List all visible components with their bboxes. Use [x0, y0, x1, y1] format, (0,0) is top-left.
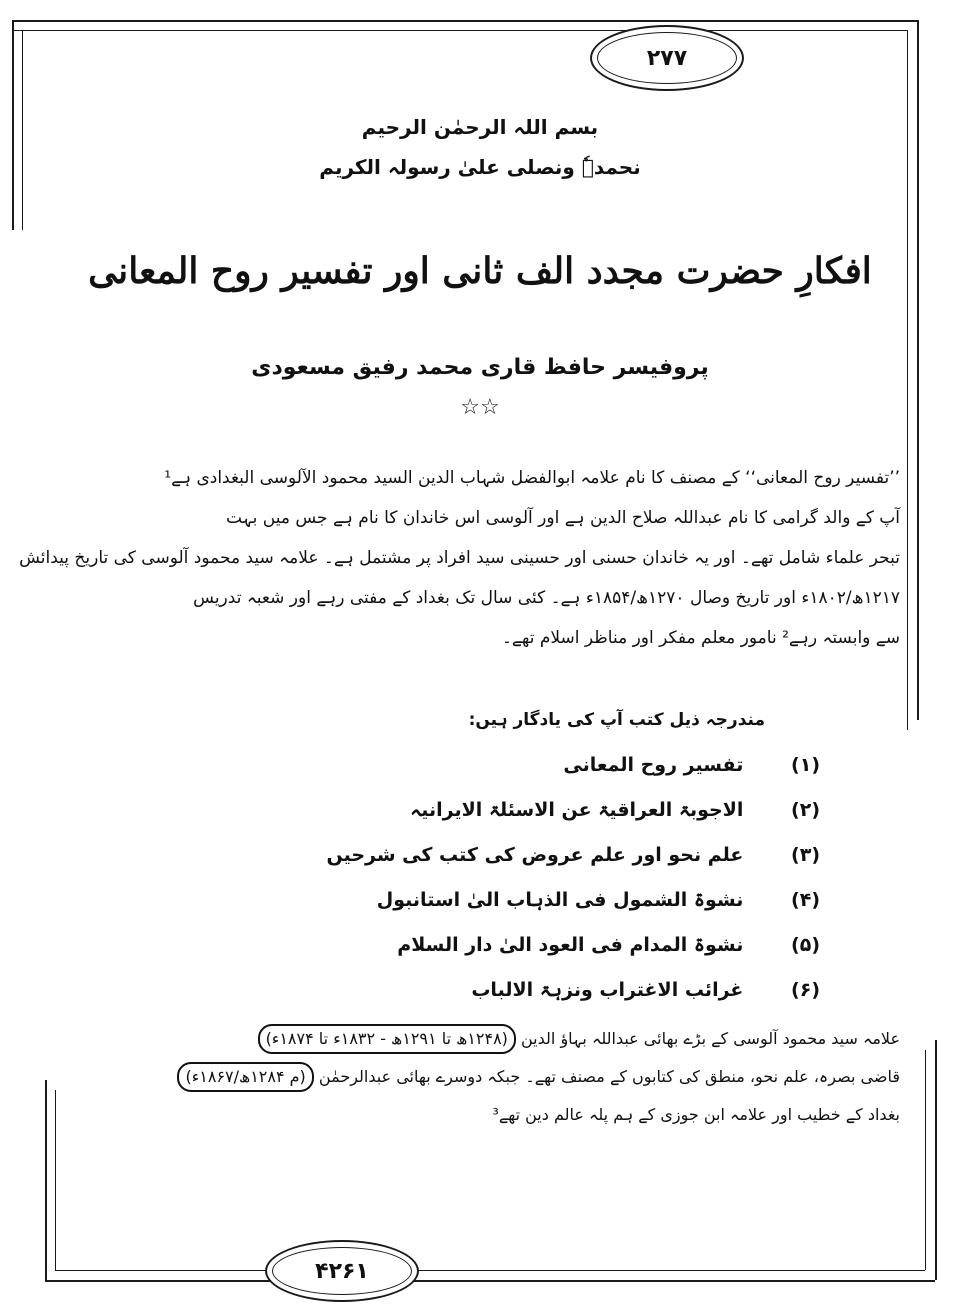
list-item — [410, 790, 820, 830]
frame-top-inner — [12, 30, 907, 31]
closing-paragraph — [40, 1020, 900, 1134]
frame-br-inner — [925, 1050, 926, 1270]
book-title: الاجوبۃ العراقیۃ عن الاسئلۃ الایرانیہ — [410, 799, 744, 821]
date-box: (م ۱۲۸۴ھ/۱۸۶۷ء) — [177, 1062, 313, 1092]
book-number: (۲) — [791, 799, 820, 821]
list-item — [563, 745, 820, 785]
body-paragraph — [19, 458, 900, 658]
bottom-page-number — [265, 1240, 419, 1302]
closing-line-2 — [40, 1058, 900, 1096]
date-box: (۱۲۴۸ھ تا ۱۲۹۱ھ - ۱۸۳۲ء تا ۱۸۷۴ء) — [258, 1024, 516, 1054]
body-line: سے وابستہ رہے² نامور معلم مفکر اور مناظر اسلام تھے۔ — [501, 628, 900, 648]
body-line: ۱۲۱۷ھ/۱۸۰۲ء اور تاریخ وصال ۱۲۷۰ھ/۱۸۵۴ء ہے۔ کئی سال تک بغداد کے مفتی رہے اور شعبہ تدریس — [193, 588, 900, 608]
list-item — [377, 880, 820, 920]
closing-line-1-text: علامہ سید محمود آلوسی کے بڑے بھائی عبداللہ بہاؤ الدین — [521, 1029, 900, 1048]
top-page-number-text: ۲۷۷ — [646, 45, 688, 71]
top-page-number — [590, 25, 744, 91]
book-title: نشوۃ الشمول فی الذہاب الیٰ استانبول — [376, 889, 744, 911]
author-name: پروفیسر حافظ قاری محمد رفیق مسعودی — [251, 355, 709, 380]
book-title: غرائب الاغتراب ونزہۃ الالباب — [471, 979, 744, 1001]
book-title: علم نحو اور علم عروض کی کتب کی شرحیں — [326, 844, 744, 866]
body-line: آپ کے والد گرامی کا نام عبداللہ صلاح الدین ہے اور آلوسی اس خاندان کا نام ہے جس میں بہت — [226, 508, 900, 528]
ornament-stars: ☆☆ — [460, 395, 500, 420]
closing-line-1 — [40, 1020, 900, 1058]
body-line: تبحر علماء شامل تھے۔ اور یہ خاندان حسنی اور حسینی سید افراد پر مشتمل ہے۔ علامہ سید محمود آلوسی کی تاریخ پیدائش — [19, 548, 900, 568]
book-number: (۴) — [791, 889, 820, 911]
closing-line-2-text: قاضی بصرہ، علم نحو، منطق کی کتابوں کے مصنف تھے۔ جبکہ دوسرے بھائی عبدالرحمٰن — [318, 1067, 900, 1086]
list-item — [397, 925, 820, 965]
page-title: افکارِ حضرت مجدد الف ثانی اور تفسیر روح المعانی — [88, 250, 872, 292]
frame-bottom-inner — [55, 1270, 925, 1271]
salutation: نحمدہٗ ونصلی علیٰ رسولہ الکریم — [319, 155, 641, 179]
book-title: نشوۃ المدام فی العود الیٰ دار السلام — [397, 934, 744, 956]
frame-br-outer — [935, 1040, 937, 1280]
closing-line-3: بغداد کے خطیب اور علامہ ابن جوزی کے ہم پلہ عالم دین تھے³ — [492, 1105, 900, 1124]
frame-bottom-outer — [45, 1280, 935, 1282]
frame-top-outer — [12, 20, 917, 22]
body-line: ’’تفسیر روح المعانی‘‘ کے مصنف کا نام علامہ ابوالفضل شہاب الدین السید محمود الآلوسی البغدادی ہے¹ — [164, 468, 900, 488]
book-number: (۳) — [791, 844, 820, 866]
book-number: (۶) — [791, 979, 820, 1001]
list-item — [327, 835, 821, 875]
book-number: (۵) — [791, 934, 820, 956]
books-list — [140, 745, 820, 1025]
basmala: بسم اللہ الرحمٰن الرحیم — [361, 115, 599, 139]
bottom-page-number-text: ۴۲۶۱ — [315, 1258, 369, 1284]
book-title: تفسیر روح المعانی — [563, 754, 744, 776]
books-intro: مندرجہ ذیل کتب آپ کی یادگار ہیں: — [468, 710, 765, 730]
list-item — [471, 970, 820, 1010]
book-number: (۱) — [791, 754, 820, 776]
